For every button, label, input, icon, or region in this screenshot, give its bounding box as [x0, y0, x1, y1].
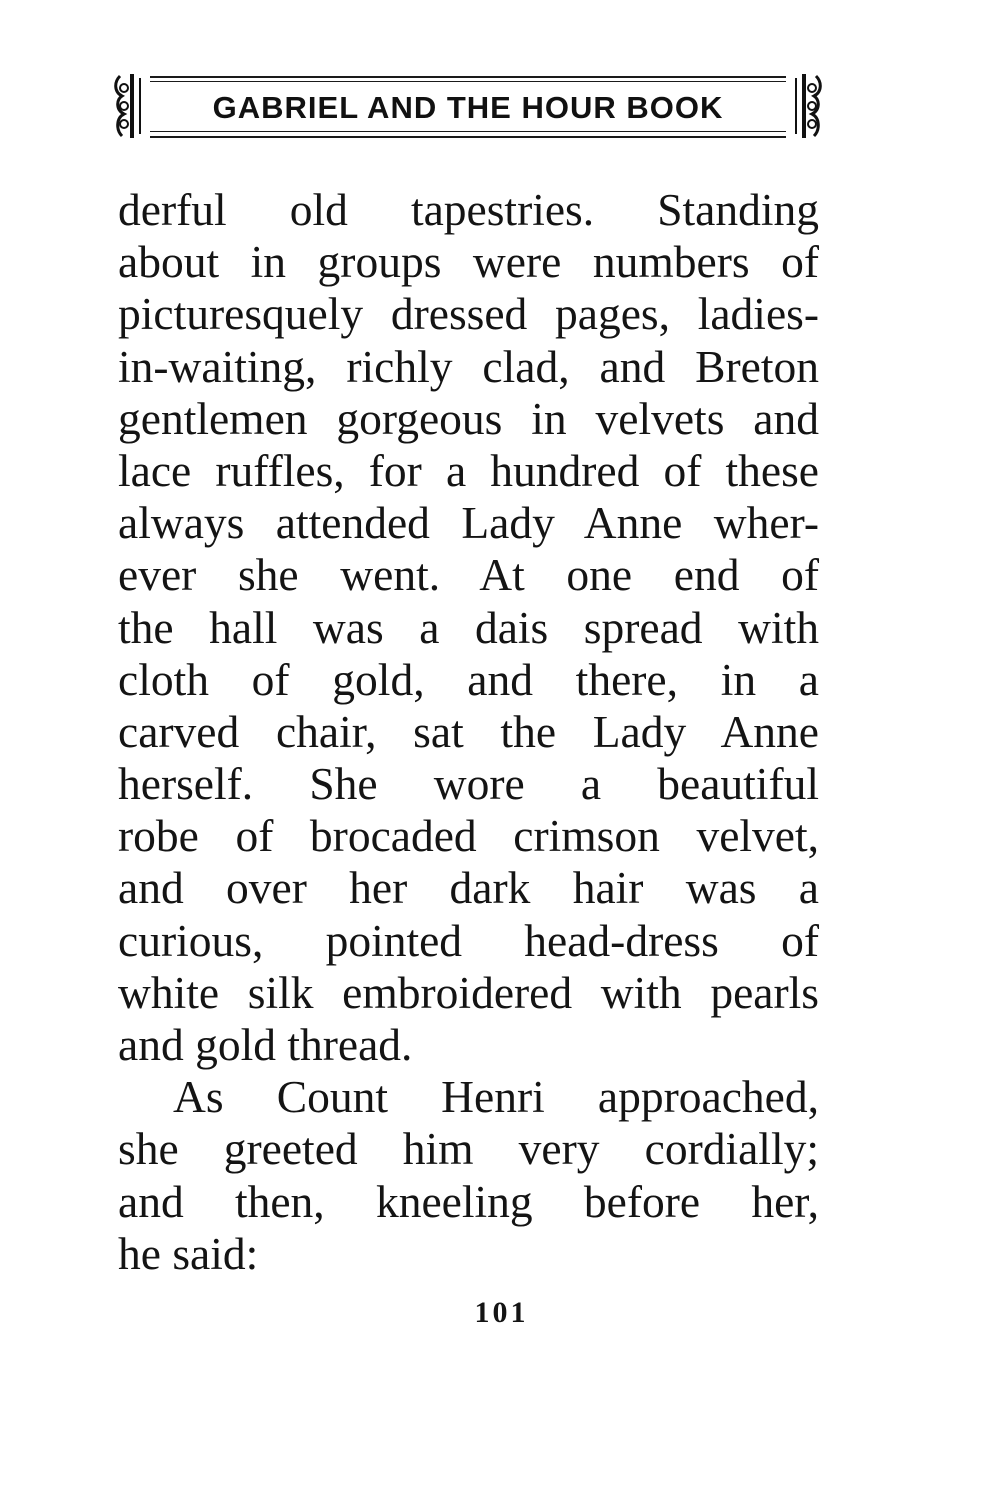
header-rule-bottom-thin	[150, 131, 786, 132]
text-line: curious, pointed head-dress of	[118, 914, 819, 966]
text-line: and over her dark hair was a	[118, 862, 819, 914]
text-line: herself. She wore a beautiful	[118, 758, 819, 810]
text-line: and gold thread.	[118, 1019, 413, 1070]
header-rule-bottom	[150, 136, 786, 138]
text-line: lace ruffles, for a hundred of these	[118, 444, 819, 496]
text-line: white silk embroidered with pearls	[118, 966, 819, 1018]
text-line: cloth of gold, and there, in a	[118, 653, 819, 705]
page-number: 101	[474, 1296, 529, 1329]
text-line: he said:	[118, 1227, 259, 1279]
text-line: in-waiting, richly clad, and Breton	[118, 340, 819, 392]
text-line: ever she went. At one end of	[118, 549, 819, 601]
text-line: picturesquely dressed pages, ladies-	[118, 288, 819, 340]
ornament-right-icon	[788, 70, 824, 142]
text-line: robe of brocaded crimson velvet,	[118, 810, 819, 862]
text-line: about in groups were numbers of	[118, 236, 819, 288]
text-line: always attended Lady Anne wher-	[118, 497, 819, 549]
header-rule-top	[150, 76, 786, 78]
text-line: gentlemen gorgeous in velvets and	[118, 392, 819, 444]
text-line: As Count Henri approached,	[173, 1071, 819, 1123]
body-text	[118, 184, 819, 1280]
running-title: GABRIEL AND THE HOUR BOOK	[212, 90, 724, 125]
text-line: the hall was a dais spread with	[118, 601, 819, 653]
text-line: she greeted him very cordially;	[118, 1123, 819, 1175]
header-rule-top-thin	[150, 81, 786, 82]
text-line: derful old tapestries. Standing	[118, 184, 819, 235]
paragraph-2	[118, 1071, 819, 1280]
text-line: carved chair, sat the Lady Anne	[118, 705, 819, 757]
text-line: and then, kneeling before her,	[118, 1175, 819, 1227]
running-header	[112, 68, 824, 148]
paragraph-1	[118, 184, 819, 1071]
